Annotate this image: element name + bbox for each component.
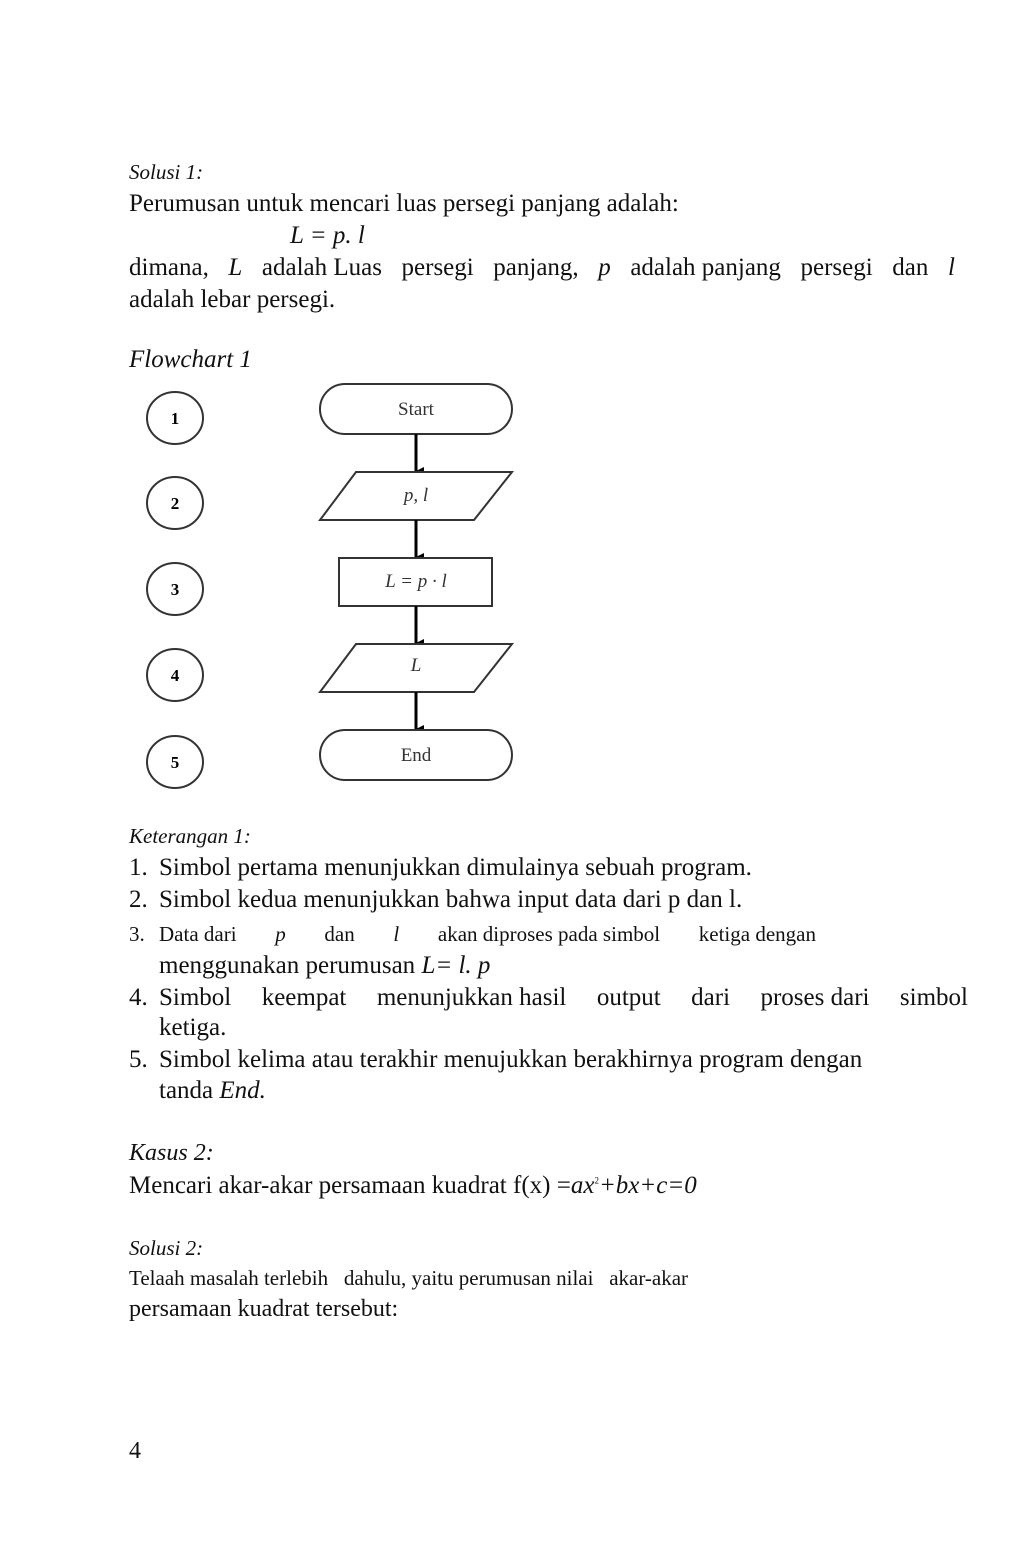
step-number-circle-4: [147, 649, 203, 701]
kasus2-text: [129, 1172, 697, 1200]
desc-word: adalah panjang: [630, 254, 781, 281]
process-label: L = p · l: [385, 571, 447, 592]
desc-word: persegi: [401, 254, 474, 281]
kasus2-formula-exponent: 2: [594, 1175, 599, 1186]
solusi2-heading: Solusi 2:: [129, 1236, 204, 1260]
item3-word: dan: [324, 922, 355, 946]
step-number-2: 2: [170, 494, 180, 513]
solusi2-line1: Telaah masalah terlebih dahulu, yaitu perumusan nilai akar-akar: [129, 1266, 689, 1290]
solusi1-intro: Perumusan untuk mencari luas persegi panjang adalah:: [129, 190, 679, 217]
item4-word: proses dari: [760, 984, 870, 1011]
list-item-2: Simbol kedua menunjukkan bahwa input data dari p dan l.: [159, 886, 743, 913]
step-number-5: 5: [170, 753, 180, 772]
step-number-4: 4: [170, 666, 180, 685]
kasus2-prefix: Mencari akar-akar persamaan kuadrat f(x) =: [129, 1172, 571, 1199]
output-label: L: [410, 655, 422, 676]
input-parallelogram: [320, 472, 512, 520]
process-box: [339, 558, 492, 606]
list-item-3-line1: [159, 922, 816, 947]
item4-word: dari: [691, 984, 731, 1011]
output-parallelogram: [320, 644, 512, 692]
end-terminator: [320, 730, 512, 780]
kasus2-formula-a: ax: [570, 1172, 595, 1199]
list-number-2: 2.: [129, 886, 148, 913]
solusi2-line2: persamaan kuadrat tersebut:: [129, 1296, 399, 1322]
desc-word: panjang,: [493, 254, 579, 281]
item4-word: keempat: [261, 984, 347, 1011]
kasus2-heading: Kasus 2:: [129, 1140, 214, 1166]
item4-word: Simbol: [159, 984, 232, 1011]
step-number-circle-3: [147, 563, 203, 615]
item3-word: ketiga dengan: [698, 922, 816, 946]
flowchart-title: Flowchart 1: [129, 346, 252, 373]
step-number-circle-2: [147, 477, 203, 529]
item3-var-l: l: [393, 922, 400, 946]
list-item-5-line1: Simbol kelima atau terakhir menujukkan berakhirnya program dengan: [159, 1046, 863, 1073]
item3-word: akan diproses pada simbol: [437, 922, 661, 946]
item3-word: Data dari: [159, 922, 237, 946]
desc-word: dan: [892, 254, 929, 281]
list-item-4-line2: ketiga.: [159, 1014, 227, 1041]
input-label: p, l: [403, 485, 429, 506]
end-label: End: [400, 745, 432, 766]
list-number-3: 3.: [129, 922, 145, 946]
list-item-3-line2: [159, 952, 490, 980]
desc-word: persegi: [800, 254, 873, 281]
step-number-circle-1: [147, 392, 203, 444]
item5-line2-text: tanda: [159, 1077, 220, 1104]
list-item-5-line2: [159, 1077, 266, 1105]
item4-word: menunjukkan hasil: [376, 984, 567, 1011]
solusi1-heading: Solusi 1:: [129, 160, 204, 184]
step-number-1: 1: [170, 409, 180, 428]
formula-luas: L = p. l: [290, 222, 365, 249]
desc-var-p: p: [598, 254, 611, 281]
solusi1-description-line2: adalah lebar persegi.: [129, 286, 336, 313]
item3-var-p: p: [275, 922, 286, 946]
desc-word: dimana,: [129, 254, 209, 281]
step-number-circle-5: [147, 736, 203, 788]
desc-var-l: l: [947, 254, 955, 281]
item5-end-word: End.: [219, 1077, 266, 1104]
desc-word: adalah Luas: [261, 254, 382, 281]
kasus2-formula-b: +bx+c=0: [598, 1172, 697, 1199]
item4-word: simbol: [899, 984, 968, 1011]
list-number-5: 5.: [129, 1046, 148, 1073]
list-number-4: 4.: [129, 984, 148, 1011]
item4-word: output: [596, 984, 661, 1011]
page-number: 4: [129, 1438, 141, 1464]
desc-var-L: L: [228, 254, 243, 281]
item3-line2-text: menggunakan perumusan: [159, 952, 422, 979]
item3-formula: L= l. p: [421, 952, 491, 979]
list-item-1: Simbol pertama menunjukkan dimulainya sebuah program.: [159, 854, 752, 881]
keterangan-heading: Keterangan 1:: [129, 824, 251, 848]
list-number-1: 1.: [129, 854, 148, 881]
start-label: Start: [398, 399, 434, 420]
list-item-4-line1: [159, 984, 968, 1012]
start-terminator: [320, 384, 512, 434]
step-number-3: 3: [170, 580, 180, 599]
